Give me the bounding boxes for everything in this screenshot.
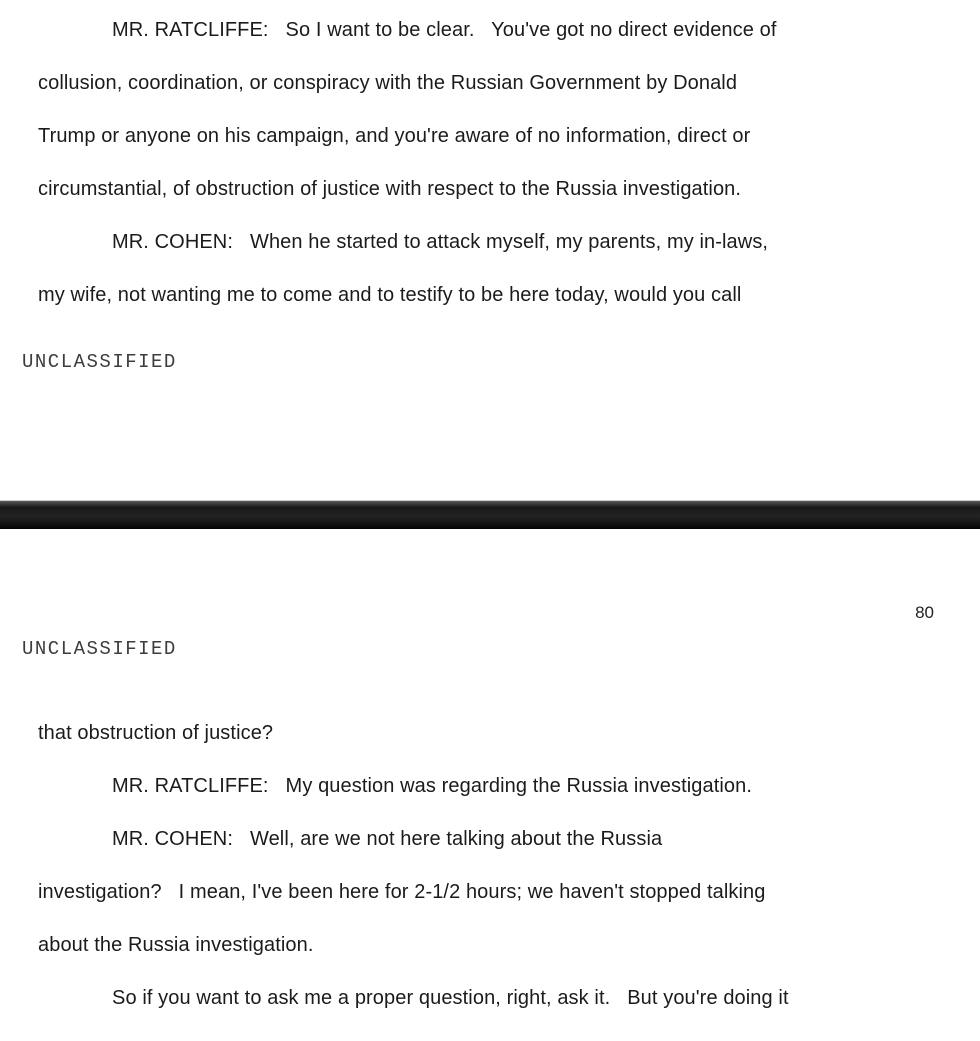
page-2-body	[38, 707, 946, 1025]
transcript-line: MR. RATCLIFFE: So I want to be clear. You've got no direct evidence of	[112, 19, 777, 41]
page-1	[0, 0, 980, 374]
transcript-line: my wife, not wanting me to come and to testify to be here today, would you call	[38, 284, 742, 306]
classification-marker: UNCLASSIFIED	[22, 351, 177, 373]
page-break-bar	[0, 500, 980, 529]
transcript-line: MR. COHEN: Well, are we not here talking about the Russia	[112, 828, 663, 850]
transcript-line: Trump or anyone on his campaign, and you're aware of no information, direct or	[38, 125, 751, 147]
transcript-line: that obstruction of justice?	[38, 722, 274, 744]
transcript-line: investigation? I mean, I've been here for 2-1/2 hours; we haven't stopped talking	[38, 881, 766, 903]
transcript-line: circumstantial, of obstruction of justice with respect to the Russia investigation.	[38, 178, 742, 200]
transcript-line: about the Russia investigation.	[38, 934, 314, 956]
page-1-body	[38, 4, 946, 322]
transcript-line: So if you want to ask me a proper question, right, ask it. But you're doing it	[112, 987, 789, 1009]
transcript-line: MR. COHEN: When he started to attack myself, my parents, my in-laws,	[112, 231, 769, 253]
transcript-line: MR. RATCLIFFE: My question was regarding the Russia investigation.	[112, 775, 753, 797]
page-number: 80	[915, 603, 934, 622]
transcript-line: collusion, coordination, or conspiracy with the Russian Government by Donald	[38, 72, 738, 94]
page-2	[0, 603, 980, 1025]
classification-marker: UNCLASSIFIED	[22, 638, 177, 660]
